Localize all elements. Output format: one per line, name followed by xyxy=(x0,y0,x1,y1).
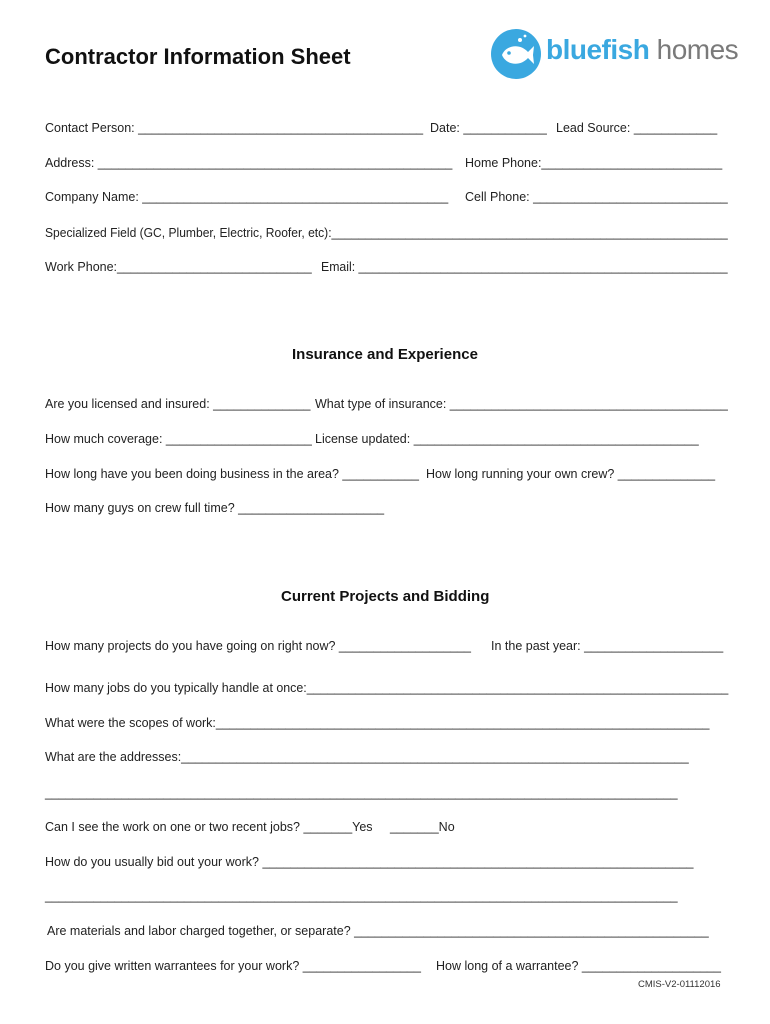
warrantees-field[interactable]: Do you give written warrantees for your work? _________________ xyxy=(45,959,421,973)
brand-logo xyxy=(490,26,740,82)
bid-out-continued-line[interactable]: ___________________________________________________________________________________________ xyxy=(45,889,678,903)
address-field[interactable]: Address: ___________________________________________________ xyxy=(45,156,453,170)
form-code: CMIS-V2-01112016 xyxy=(638,979,721,990)
bid-out-field[interactable]: How do you usually bid out your work? ______________________________________________________________ xyxy=(45,855,694,869)
lead-source-field[interactable]: Lead Source: ____________ xyxy=(556,121,718,135)
date-field[interactable]: Date: ____________ xyxy=(430,121,547,135)
warrantee-length-field[interactable]: How long of a warrantee? ____________________ xyxy=(436,959,721,973)
license-updated-field[interactable]: License updated: _________________________________________ xyxy=(315,432,699,446)
brand-name-bluefish: bluefish xyxy=(546,34,650,65)
specialized-field[interactable]: Specialized Field (GC, Plumber, Electric, Roofer, etc):___________________________________________________________ xyxy=(45,226,728,240)
email-field[interactable]: Email: ______________________________________________________ xyxy=(321,260,728,274)
insurance-type-field[interactable]: What type of insurance: ________________________________________ xyxy=(315,397,728,411)
projects-now-field[interactable]: How many projects do you have going on right now? ___________________ xyxy=(45,639,472,653)
past-year-field[interactable]: In the past year: ____________________ xyxy=(491,639,724,653)
see-work-yes-field[interactable]: Can I see the work on one or two recent jobs? _______Yes xyxy=(45,820,373,834)
fish-icon xyxy=(490,28,542,80)
crew-size-field[interactable]: How many guys on crew full time? _____________________ xyxy=(45,501,385,515)
insurance-heading: Insurance and Experience xyxy=(292,346,478,363)
licensed-field[interactable]: Are you licensed and insured: ______________ xyxy=(45,397,311,411)
materials-labor-field[interactable]: Are materials and labor charged together, or separate? ___________________________________________________ xyxy=(47,924,709,938)
cell-phone-field[interactable]: Cell Phone: ____________________________ xyxy=(465,190,728,204)
projects-heading: Current Projects and Bidding xyxy=(281,588,490,605)
brand-wordmark xyxy=(546,34,738,66)
brand-name-homes: homes xyxy=(649,34,739,65)
contact-person-field[interactable]: Contact Person: _________________________________________ xyxy=(45,121,424,135)
crew-duration-field[interactable]: How long running your own crew? ______________ xyxy=(426,467,716,481)
jobs-at-once-field[interactable]: How many jobs do you typically handle at once:_____________________________________________________________ xyxy=(45,681,729,695)
business-duration-field[interactable]: How long have you been doing business in the area? ___________ xyxy=(45,467,419,481)
home-phone-field[interactable]: Home Phone:__________________________ xyxy=(465,156,723,170)
company-name-field[interactable]: Company Name: ____________________________________________ xyxy=(45,190,449,204)
coverage-field[interactable]: How much coverage: _____________________ xyxy=(45,432,312,446)
addresses-continued-line[interactable]: ___________________________________________________________________________________________ xyxy=(45,786,678,800)
addresses-field[interactable]: What are the addresses:_________________________________________________________________________ xyxy=(45,750,689,764)
page-title: Contractor Information Sheet xyxy=(45,44,351,69)
work-phone-field[interactable]: Work Phone:____________________________ xyxy=(45,260,312,274)
scopes-field[interactable]: What were the scopes of work:_______________________________________________________________________ xyxy=(45,716,710,730)
see-work-no-field[interactable]: _______No xyxy=(390,820,455,834)
